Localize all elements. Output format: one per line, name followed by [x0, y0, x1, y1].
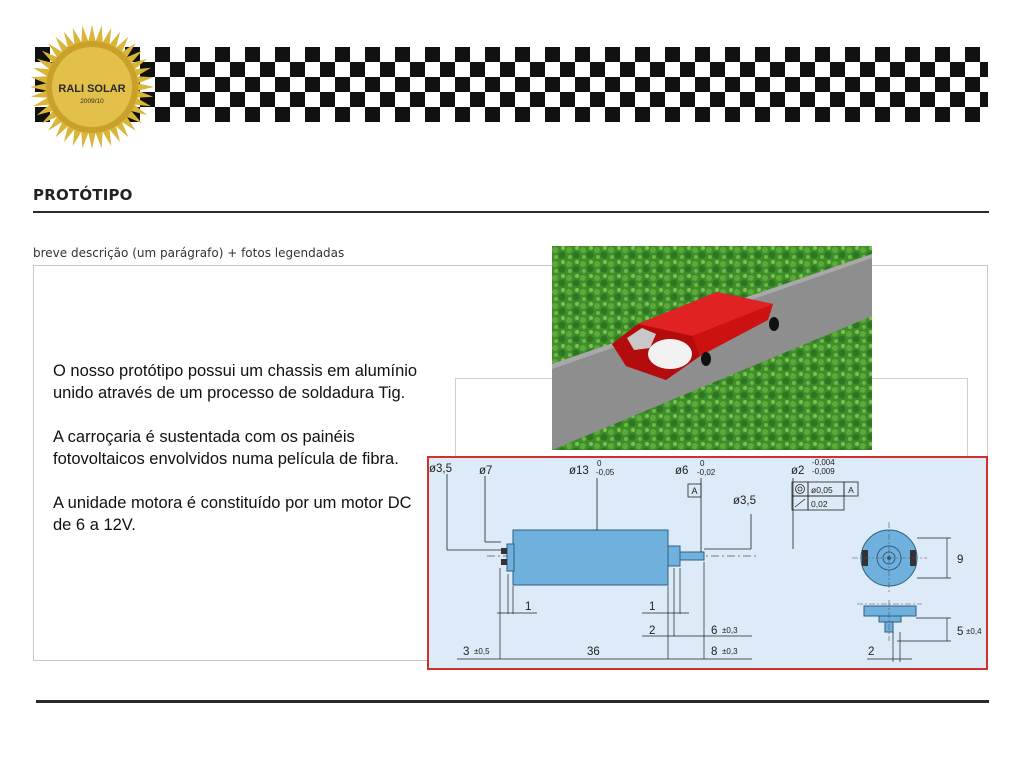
checker-square [425, 107, 440, 122]
label-dim-8-tol: ±0,3 [722, 647, 738, 656]
checker-square [800, 92, 815, 107]
checker-square [380, 62, 395, 77]
checker-square [695, 77, 710, 92]
label-dim-3: 3 [463, 646, 470, 658]
checker-square [485, 107, 500, 122]
checker-square [455, 47, 470, 62]
checker-square [365, 47, 380, 62]
checker-square [245, 77, 260, 92]
label-dim-5-tol: ±0,4 [966, 627, 982, 636]
label-dim-6-tol: ±0,3 [722, 626, 738, 635]
checker-square [725, 77, 740, 92]
checker-square [935, 47, 950, 62]
checker-square [680, 62, 695, 77]
checker-square [590, 62, 605, 77]
checker-square [410, 62, 425, 77]
checker-square [635, 47, 650, 62]
checker-square [245, 107, 260, 122]
paragraph-motor: A unidade motora é constituído por um motor DC de 6 a 12V. [53, 494, 412, 534]
label-dim-2: 2 [649, 625, 656, 637]
checker-square [650, 62, 665, 77]
checker-square [545, 107, 560, 122]
checker-square [785, 107, 800, 122]
label-d13-upper: 0 [597, 459, 602, 468]
checker-square [155, 77, 170, 92]
checker-square [665, 77, 680, 92]
checker-square [395, 77, 410, 92]
checker-square [875, 107, 890, 122]
title-divider [33, 211, 989, 213]
checker-square [395, 47, 410, 62]
label-dim-8: 8 [711, 646, 718, 658]
label-d35-right: ø3,5 [733, 495, 757, 507]
checker-square [845, 47, 860, 62]
label-dim-36: 36 [587, 646, 600, 658]
checker-square [545, 47, 560, 62]
checker-square [275, 77, 290, 92]
header-band [0, 0, 1024, 160]
logo-year: 2009/10 [80, 98, 104, 105]
checker-square [275, 107, 290, 122]
checker-square [965, 107, 980, 122]
checker-square [725, 107, 740, 122]
checker-square [590, 92, 605, 107]
label-d13: ø13 [569, 465, 589, 477]
checker-square [860, 62, 875, 77]
checker-square [350, 62, 365, 77]
checker-square [935, 107, 950, 122]
label-runout: 0,02 [811, 499, 828, 509]
checker-square [755, 47, 770, 62]
checker-square [305, 47, 320, 62]
checker-square [665, 107, 680, 122]
checker-square [815, 107, 830, 122]
checker-square [170, 62, 185, 77]
motor-front-boss [668, 546, 680, 566]
checker-square [275, 47, 290, 62]
checker-square [440, 92, 455, 107]
checker-square [665, 47, 680, 62]
label-dim-1-left: 1 [525, 601, 532, 613]
label-dim-2-side: 2 [868, 646, 875, 658]
checker-square [800, 62, 815, 77]
checker-square [470, 62, 485, 77]
checker-square [245, 47, 260, 62]
checker-square [575, 77, 590, 92]
checker-square [515, 107, 530, 122]
label-dim-6: 6 [711, 625, 718, 637]
car-render-image [552, 246, 872, 450]
footer-divider [36, 700, 989, 703]
checker-square [845, 77, 860, 92]
checker-square [500, 92, 515, 107]
checker-square [560, 62, 575, 77]
checker-square [965, 77, 980, 92]
checker-square [455, 77, 470, 92]
motor-drawing [427, 456, 988, 670]
label-concentricity-ref: A [848, 485, 854, 495]
label-dim-3-tol: ±0,5 [474, 647, 490, 656]
checker-square [695, 107, 710, 122]
description-text [53, 360, 433, 558]
checker-square [905, 47, 920, 62]
checker-square [290, 92, 305, 107]
checker-square [470, 92, 485, 107]
label-d6: ø6 [675, 465, 689, 477]
label-dim-5: 5 [957, 626, 964, 638]
checker-square [605, 107, 620, 122]
checker-square [920, 62, 935, 77]
checker-square [950, 92, 965, 107]
checker-square [560, 92, 575, 107]
checker-square [185, 47, 200, 62]
checker-square [980, 92, 988, 107]
checker-square [155, 107, 170, 122]
checker-square [620, 92, 635, 107]
label-d6-lower: -0,02 [697, 468, 716, 477]
header-graphic [0, 0, 1024, 160]
checker-square [785, 47, 800, 62]
checker-square [635, 107, 650, 122]
checker-square [155, 47, 170, 62]
checker-square [515, 47, 530, 62]
checker-square [620, 62, 635, 77]
checker-square [815, 77, 830, 92]
label-d2-lower: -0,009 [812, 467, 835, 476]
checker-square [200, 62, 215, 77]
checker-square [200, 92, 215, 107]
checker-square [710, 92, 725, 107]
checker-square [395, 107, 410, 122]
checker-square [215, 47, 230, 62]
label-dim-1-right: 1 [649, 601, 656, 613]
label-dim-9: 9 [957, 554, 964, 566]
checker-square [920, 92, 935, 107]
checker-square [455, 107, 470, 122]
checker-square [890, 62, 905, 77]
checker-square [230, 92, 245, 107]
checker-square [875, 77, 890, 92]
checker-square [410, 92, 425, 107]
checker-square [635, 77, 650, 92]
checker-square [335, 47, 350, 62]
rali-solar-logo [30, 25, 154, 149]
checker-square [710, 62, 725, 77]
checker-square [740, 62, 755, 77]
checker-square [320, 62, 335, 77]
page-title: PROTÓTIPO [33, 186, 133, 204]
label-d13-lower: -0,05 [596, 468, 615, 477]
checker-square [320, 92, 335, 107]
label-d7: ø7 [479, 465, 493, 477]
checker-square [530, 92, 545, 107]
checker-square [605, 77, 620, 92]
checker-square [575, 47, 590, 62]
checker-square [965, 47, 980, 62]
checker-square [515, 77, 530, 92]
checker-square [170, 92, 185, 107]
label-concentricity: ø0,05 [811, 485, 833, 495]
checker-square [905, 107, 920, 122]
checker-square [260, 92, 275, 107]
motor-body [513, 530, 668, 585]
label-d2-upper: -0,004 [812, 458, 835, 467]
checker-square [380, 92, 395, 107]
checker-square [755, 77, 770, 92]
label-d2: ø2 [791, 465, 805, 477]
checker-square [365, 107, 380, 122]
checker-square [785, 77, 800, 92]
checker-square [875, 47, 890, 62]
checker-square [305, 77, 320, 92]
checker-square [485, 77, 500, 92]
page-subtitle: breve descrição (um parágrafo) + fotos legendadas [33, 246, 345, 260]
checker-square [335, 77, 350, 92]
label-datum-a: A [691, 486, 698, 496]
checkered-flag-band [35, 47, 988, 122]
checker-square [530, 62, 545, 77]
paragraph-body: A carroçaria é sustentada com os painéis fotovoltaicos envolvidos numa película de fibra. [53, 428, 399, 468]
car-render-photo [552, 246, 872, 450]
checker-square [860, 92, 875, 107]
checker-square [260, 62, 275, 77]
checker-square [215, 77, 230, 92]
checker-square [605, 47, 620, 62]
checker-square [545, 77, 560, 92]
label-d6-upper: 0 [700, 459, 705, 468]
checker-square [725, 47, 740, 62]
checker-square [695, 47, 710, 62]
checker-square [425, 47, 440, 62]
motor-shaft [680, 552, 704, 560]
checker-square [845, 107, 860, 122]
checker-square [575, 107, 590, 122]
checker-square [215, 107, 230, 122]
checker-square [830, 92, 845, 107]
checker-square [890, 92, 905, 107]
checker-square [770, 92, 785, 107]
checker-square [440, 62, 455, 77]
checker-square [500, 62, 515, 77]
checker-square [815, 47, 830, 62]
checker-square [770, 62, 785, 77]
checker-square [185, 107, 200, 122]
checker-square [485, 47, 500, 62]
label-d35-left: ø3,5 [429, 463, 453, 475]
checker-square [650, 92, 665, 107]
checker-square [980, 62, 988, 77]
checker-square [365, 77, 380, 92]
checker-square [935, 77, 950, 92]
checker-square [305, 107, 320, 122]
checker-square [185, 77, 200, 92]
paragraph-chassis: O nosso protótipo possui um chassis em alumínio unido através de um processo de soldadura Tig. [53, 362, 418, 402]
checker-square [740, 92, 755, 107]
checker-square [830, 62, 845, 77]
checker-square [290, 62, 305, 77]
checker-square [350, 92, 365, 107]
motor-technical-drawing [427, 456, 988, 670]
checker-square [230, 62, 245, 77]
checker-square [950, 62, 965, 77]
checker-square [680, 92, 695, 107]
checker-square [425, 77, 440, 92]
checker-square [335, 107, 350, 122]
checker-square [905, 77, 920, 92]
logo-name: RALI SOLAR [58, 83, 126, 95]
checker-square [755, 107, 770, 122]
motor-rear-boss [507, 544, 514, 571]
